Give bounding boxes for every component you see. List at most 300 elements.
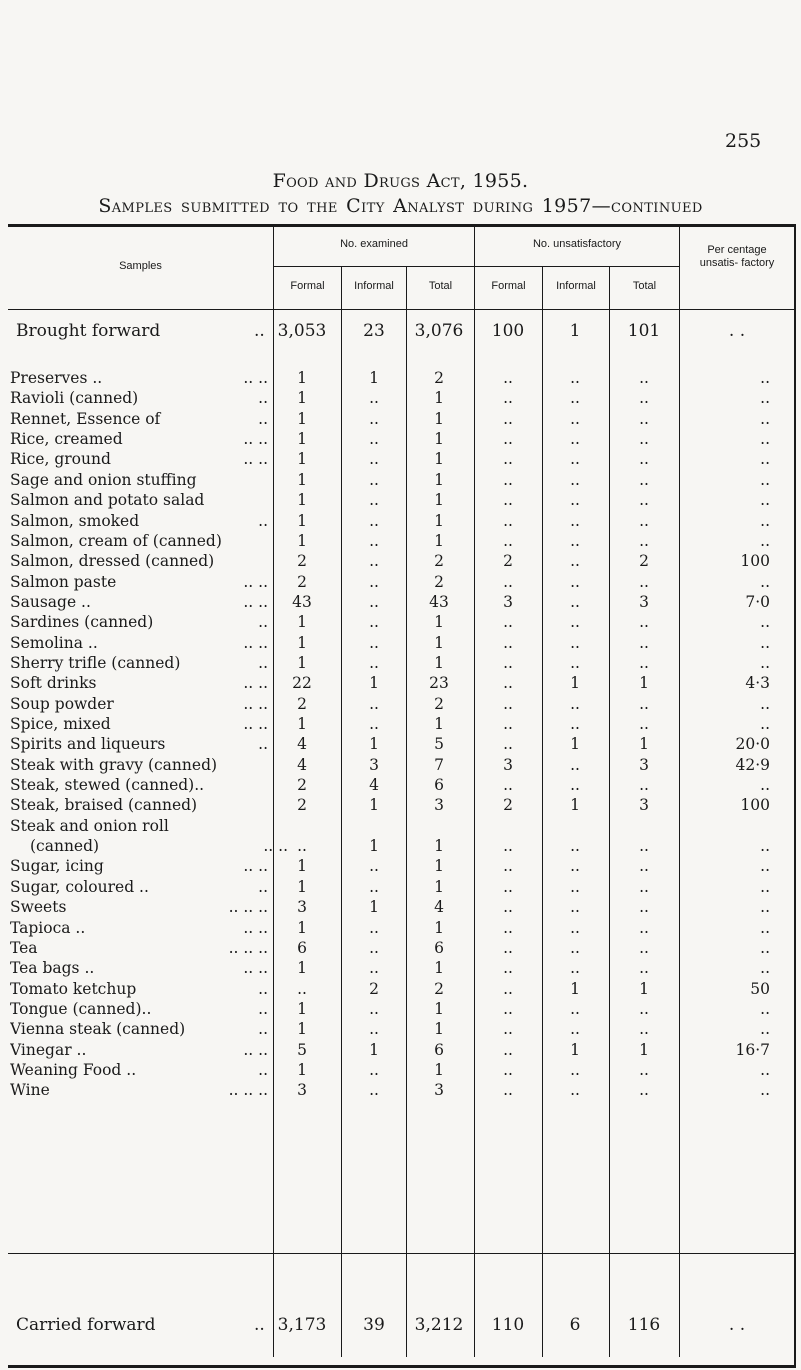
cell-unsat-formal: .. — [503, 1040, 513, 1059]
cell-formal: 1 — [297, 653, 307, 672]
header-total-unsatisfactory: Total — [632, 280, 657, 292]
cell-informal: 1 — [369, 674, 379, 693]
cell-informal: 1 — [369, 1040, 379, 1059]
row-leader-dots: .. .. — [243, 857, 268, 876]
brought-forward-unsat-informal: 1 — [569, 321, 581, 341]
row-leader-dots: .. — [258, 613, 268, 632]
row-label — [10, 857, 272, 875]
subheader-rule-unsatisfactory — [474, 266, 680, 267]
cell-unsat-formal: .. — [503, 857, 513, 876]
row-label-text: Salmon, dressed (canned) — [10, 552, 215, 571]
cell-unsat-total: .. — [639, 450, 649, 469]
cell-percentage: .. — [760, 898, 770, 917]
cell-total: 1 — [434, 491, 444, 510]
row-leader-dots: .. .. — [243, 592, 268, 611]
cell-unsat-formal: .. — [503, 674, 513, 693]
table-row — [8, 593, 796, 613]
table-row — [8, 1000, 796, 1020]
row-label — [30, 837, 292, 855]
cell-unsat-total: .. — [639, 715, 649, 733]
cell-unsat-formal: 3 — [503, 592, 513, 611]
table-row — [8, 857, 796, 877]
cell-unsat-total: .. — [639, 1060, 649, 1079]
cell-formal: 1 — [297, 715, 307, 733]
cell-total: 6 — [434, 938, 444, 957]
table-row — [8, 552, 796, 572]
row-label-text: Weaning Food .. — [10, 1060, 137, 1079]
row-label — [10, 776, 272, 794]
cell-unsat-informal: .. — [570, 369, 580, 387]
carried-forward-formal: 3,173 — [277, 1315, 327, 1335]
cell-percentage: .. — [760, 613, 770, 632]
cell-formal: 6 — [297, 938, 307, 957]
table-row — [8, 512, 796, 532]
table-title-main: Samples submitted to the City Analyst during 1957 — [98, 195, 592, 217]
row-label — [10, 634, 272, 652]
cell-unsat-informal: 1 — [570, 979, 580, 998]
row-label-text: Sardines (canned) — [10, 613, 154, 632]
cell-informal: 4 — [369, 776, 379, 794]
cell-percentage: .. — [760, 470, 770, 489]
cell-total: 1 — [434, 613, 444, 632]
cell-unsat-informal: 1 — [570, 674, 580, 693]
cell-percentage: 4·3 — [745, 674, 770, 693]
row-label-text: Vinegar .. — [10, 1040, 87, 1059]
cell-total: 1 — [434, 1060, 444, 1079]
row-label-text: Salmon, cream of (canned) — [10, 531, 222, 550]
cell-unsat-total: .. — [639, 1020, 649, 1039]
cell-formal: 1 — [297, 959, 307, 978]
cell-unsat-total: .. — [639, 653, 649, 672]
cell-informal: .. — [369, 531, 379, 550]
cell-unsat-informal: .. — [570, 409, 580, 428]
cell-informal: .. — [369, 918, 379, 937]
cell-unsat-total: .. — [639, 938, 649, 957]
header-no-unsatisfactory: No. unsatisfactory — [532, 238, 622, 250]
brought-forward-formal: 3,053 — [277, 321, 327, 341]
table-row — [8, 430, 796, 450]
row-label-text: Tapioca .. — [10, 918, 86, 937]
row-label — [10, 573, 272, 591]
header-formal-unsatisfactory: Formal — [491, 280, 526, 292]
cell-unsat-formal: .. — [503, 735, 513, 754]
cell-total: 1 — [434, 959, 444, 978]
cell-formal: 3 — [297, 1081, 307, 1100]
cell-unsat-informal: .. — [570, 491, 580, 510]
cell-percentage: .. — [760, 1020, 770, 1039]
row-label — [10, 450, 272, 468]
cell-unsat-formal: .. — [503, 430, 513, 449]
cell-percentage: 20·0 — [735, 735, 770, 754]
cell-formal: 1 — [297, 511, 307, 530]
cell-total: 1 — [434, 430, 444, 449]
cell-unsat-informal: .. — [570, 999, 580, 1018]
cell-informal: .. — [369, 1060, 379, 1079]
header-no-examined: No. examined — [340, 238, 408, 250]
row-label — [10, 939, 272, 957]
cell-unsat-total: .. — [639, 613, 649, 632]
table-row — [8, 776, 796, 796]
cell-unsat-formal: .. — [503, 1020, 513, 1039]
cell-percentage: .. — [760, 409, 770, 428]
table-row — [8, 491, 796, 511]
cell-informal: .. — [369, 877, 379, 896]
cell-formal: 3 — [297, 898, 307, 917]
header-formal-examined: Formal — [290, 280, 325, 292]
carried-forward-row — [8, 1315, 796, 1335]
row-label — [10, 410, 272, 428]
table-row — [8, 735, 796, 755]
row-label-text: Tea — [10, 938, 38, 957]
row-label — [10, 552, 272, 570]
row-leader-dots: .. .. .. — [228, 938, 268, 957]
row-label — [10, 1061, 272, 1079]
cell-percentage: .. — [760, 1060, 770, 1079]
cell-unsat-informal: .. — [570, 531, 580, 550]
row-label — [10, 898, 272, 916]
cell-unsat-total: 2 — [639, 552, 649, 571]
row-label-text: Steak, braised (canned) — [10, 796, 198, 815]
cell-unsat-informal: .. — [570, 430, 580, 449]
table-row — [8, 573, 796, 593]
row-leader-dots: .. — [258, 735, 268, 754]
cell-unsat-formal: 2 — [503, 552, 513, 571]
brought-forward-text: Brought forward — [16, 321, 161, 341]
cell-percentage: .. — [760, 491, 770, 510]
cell-total: 6 — [434, 776, 444, 794]
cell-formal: 1 — [297, 409, 307, 428]
cell-unsat-formal: .. — [503, 898, 513, 917]
row-label — [10, 735, 272, 753]
row-label-text: Tea bags .. — [10, 959, 95, 978]
cell-informal: .. — [369, 715, 379, 733]
cell-unsat-total: .. — [639, 531, 649, 550]
cell-unsat-total: 3 — [639, 796, 649, 815]
cell-formal: 2 — [297, 796, 307, 815]
cell-formal: 1 — [297, 430, 307, 449]
cell-informal: .. — [369, 1020, 379, 1039]
brought-forward-dots: .. — [254, 321, 265, 341]
table-row — [8, 1020, 796, 1040]
row-leader-dots: .. .. — [243, 572, 268, 591]
cell-unsat-formal: .. — [503, 776, 513, 794]
cell-unsat-informal: .. — [570, 653, 580, 672]
cell-unsat-informal: .. — [570, 1060, 580, 1079]
row-label — [10, 756, 272, 774]
table-row — [8, 756, 796, 776]
cell-percentage: 50 — [750, 979, 770, 998]
row-label-text: Wine — [10, 1081, 50, 1100]
table-row — [8, 1041, 796, 1061]
row-leader-dots: .. — [258, 999, 268, 1018]
row-leader-dots: .. — [258, 409, 268, 428]
cell-unsat-total: .. — [639, 694, 649, 713]
cell-total: 1 — [434, 837, 444, 855]
cell-unsat-formal: .. — [503, 715, 513, 733]
cell-unsat-formal: .. — [503, 409, 513, 428]
cell-unsat-informal: .. — [570, 877, 580, 896]
document-title: Food and Drugs Act, 1955. — [272, 170, 529, 192]
cell-percentage: .. — [760, 999, 770, 1018]
row-leader-dots: .. .. — [243, 1040, 268, 1059]
cell-percentage: .. — [760, 776, 770, 794]
row-leader-dots: .. .. .. — [228, 1081, 268, 1100]
cell-informal: .. — [369, 511, 379, 530]
cell-unsat-formal: .. — [503, 999, 513, 1018]
row-label — [10, 959, 272, 977]
cell-total: 1 — [434, 877, 444, 896]
cell-unsat-formal: .. — [503, 979, 513, 998]
cell-informal: .. — [369, 450, 379, 469]
table-row — [8, 817, 796, 837]
row-label-text: Steak with gravy (canned) — [10, 755, 218, 774]
cell-total: 1 — [434, 531, 444, 550]
cell-total: 2 — [434, 979, 444, 998]
cell-unsat-informal: .. — [570, 776, 580, 794]
row-label — [10, 593, 272, 611]
cell-unsat-total: .. — [639, 857, 649, 876]
cell-unsat-formal: .. — [503, 450, 513, 469]
row-label — [10, 389, 272, 407]
row-label — [10, 369, 272, 387]
cell-unsat-informal: .. — [570, 470, 580, 489]
table-title — [0, 195, 801, 217]
cell-unsat-formal: .. — [503, 633, 513, 652]
row-label — [10, 532, 272, 550]
row-label — [10, 512, 272, 530]
cell-unsat-total: .. — [639, 918, 649, 937]
row-leader-dots: .. .. .. — [228, 898, 268, 917]
header-informal-unsatisfactory: Informal — [556, 280, 596, 292]
cell-informal: 2 — [369, 979, 379, 998]
cell-formal: 1 — [297, 633, 307, 652]
carried-forward-dots: .. — [254, 1315, 265, 1335]
row-leader-dots: .. .. — [243, 450, 268, 469]
cell-unsat-total: 1 — [639, 979, 649, 998]
cell-formal: 1 — [297, 369, 307, 387]
row-label-text: Salmon paste — [10, 572, 117, 591]
cell-unsat-formal: .. — [503, 837, 513, 855]
cell-formal: 1 — [297, 1020, 307, 1039]
cell-formal: 1 — [297, 389, 307, 408]
row-leader-dots: .. .. — [243, 430, 268, 449]
cell-unsat-formal: .. — [503, 653, 513, 672]
brought-forward-percentage: . . — [728, 321, 746, 341]
cell-unsat-formal: .. — [503, 470, 513, 489]
row-leader-dots: .. .. — [243, 674, 268, 693]
row-label-text: Sherry trifle (canned) — [10, 653, 181, 672]
cell-total: 1 — [434, 1020, 444, 1039]
row-label — [10, 796, 272, 814]
cell-unsat-formal: .. — [503, 613, 513, 632]
table-row — [8, 939, 796, 959]
header-percentage: Per centage unsatis- factory — [699, 244, 775, 269]
row-leader-dots: .. .. — [263, 837, 288, 855]
cell-unsat-formal: .. — [503, 1060, 513, 1079]
cell-unsat-total: .. — [639, 389, 649, 408]
cell-percentage: .. — [760, 938, 770, 957]
cell-percentage: 100 — [740, 552, 770, 571]
row-label-text: Salmon, smoked — [10, 511, 140, 530]
row-label-text: Spirits and liqueurs — [10, 735, 166, 754]
row-leader-dots: .. .. — [243, 715, 268, 733]
cell-unsat-total: 1 — [639, 735, 649, 754]
row-label — [10, 471, 272, 489]
brought-forward-total: 3,076 — [414, 321, 464, 341]
row-label — [10, 654, 272, 672]
cell-percentage: 100 — [740, 796, 770, 815]
table-row — [8, 959, 796, 979]
cell-percentage: .. — [760, 1081, 770, 1100]
cell-formal: 4 — [297, 735, 307, 754]
row-leader-dots: .. — [258, 1020, 268, 1039]
cell-percentage: .. — [760, 369, 770, 387]
row-label-text: Rice, creamed — [10, 430, 123, 449]
cell-formal: 2 — [297, 572, 307, 591]
cell-informal: .. — [369, 470, 379, 489]
row-label — [10, 674, 272, 692]
cell-unsat-total: .. — [639, 430, 649, 449]
cell-total: 7 — [434, 755, 444, 774]
row-label — [10, 817, 272, 835]
brought-forward-label — [16, 321, 278, 341]
cell-unsat-informal: 1 — [570, 1040, 580, 1059]
cell-unsat-total: .. — [639, 369, 649, 387]
carried-forward-percentage: . . — [728, 1315, 746, 1335]
brought-forward-row — [8, 321, 796, 341]
cell-unsat-formal: .. — [503, 877, 513, 896]
cell-formal: 2 — [297, 552, 307, 571]
cell-unsat-formal: .. — [503, 918, 513, 937]
cell-total: 43 — [429, 592, 449, 611]
row-label-text: Salmon and potato salad — [10, 491, 205, 510]
row-label — [10, 430, 272, 448]
cell-total: 1 — [434, 653, 444, 672]
cell-total: 1 — [434, 633, 444, 652]
cell-unsat-formal: .. — [503, 491, 513, 510]
cell-unsat-informal: .. — [570, 959, 580, 978]
row-label-text: Soft drinks — [10, 674, 97, 693]
cell-formal: 1 — [297, 857, 307, 876]
cell-unsat-informal: .. — [570, 450, 580, 469]
row-leader-dots: .. — [258, 1060, 268, 1079]
row-leader-dots: .. .. — [243, 959, 268, 978]
cell-unsat-formal: .. — [503, 694, 513, 713]
cell-total: 1 — [434, 409, 444, 428]
brought-forward-unsat-total: 101 — [627, 321, 661, 341]
cell-formal: 43 — [292, 592, 312, 611]
cell-total: 3 — [434, 796, 444, 815]
samples-table — [8, 224, 796, 1366]
cell-total: 1 — [434, 511, 444, 530]
table-row — [8, 654, 796, 674]
row-label — [10, 919, 272, 937]
cell-unsat-total: .. — [639, 898, 649, 917]
row-leader-dots: .. — [258, 877, 268, 896]
cell-percentage: .. — [760, 959, 770, 978]
carried-forward-informal: 39 — [363, 1315, 385, 1335]
cell-total: 4 — [434, 898, 444, 917]
cell-formal: 1 — [297, 491, 307, 510]
cell-unsat-formal: .. — [503, 511, 513, 530]
cell-total: 2 — [434, 369, 444, 387]
bottom-rule — [8, 1365, 796, 1368]
row-label-text: Rennet, Essence of — [10, 409, 161, 428]
header-samples: Samples — [119, 260, 162, 272]
table-row — [8, 471, 796, 491]
cell-unsat-formal: .. — [503, 369, 513, 387]
cell-unsat-total: .. — [639, 572, 649, 591]
cell-informal: 1 — [369, 369, 379, 387]
cell-total: 5 — [434, 735, 444, 754]
cell-total: 3 — [434, 1081, 444, 1100]
cell-informal: .. — [369, 857, 379, 876]
cell-unsat-informal: 1 — [570, 735, 580, 754]
carried-forward-unsat-formal: 110 — [491, 1315, 525, 1335]
cell-percentage: .. — [760, 430, 770, 449]
cell-informal: 1 — [369, 837, 379, 855]
table-row — [8, 837, 796, 857]
cell-unsat-formal: 3 — [503, 755, 513, 774]
cell-unsat-informal: .. — [570, 898, 580, 917]
cell-unsat-formal: .. — [503, 1081, 513, 1100]
row-label — [10, 715, 272, 733]
cell-percentage: 7·0 — [745, 592, 770, 611]
cell-unsat-total: .. — [639, 470, 649, 489]
cell-formal: 22 — [292, 674, 312, 693]
cell-unsat-informal: .. — [570, 857, 580, 876]
cell-total: 1 — [434, 715, 444, 733]
table-row — [8, 634, 796, 654]
cell-unsat-total: .. — [639, 776, 649, 794]
cell-informal: .. — [369, 491, 379, 510]
table-row — [8, 715, 796, 735]
row-label — [10, 1041, 272, 1059]
cell-percentage: .. — [760, 389, 770, 408]
row-label-text: Steak and onion roll — [10, 816, 169, 835]
cell-total: 2 — [434, 572, 444, 591]
cell-unsat-informal: .. — [570, 938, 580, 957]
cell-informal: 1 — [369, 735, 379, 754]
cell-informal: .. — [369, 572, 379, 591]
cell-unsat-formal: .. — [503, 959, 513, 978]
header-informal-examined: Informal — [354, 280, 394, 292]
row-label-text: Sage and onion stuffing — [10, 470, 197, 489]
cell-unsat-informal: .. — [570, 1020, 580, 1039]
cell-unsat-formal: 2 — [503, 796, 513, 815]
cell-unsat-informal: 1 — [570, 796, 580, 815]
row-label-text: Semolina .. — [10, 633, 98, 652]
cell-total: 1 — [434, 470, 444, 489]
cell-formal: 1 — [297, 613, 307, 632]
cell-formal: 1 — [297, 531, 307, 550]
row-label — [10, 695, 272, 713]
cell-informal: .. — [369, 613, 379, 632]
row-leader-dots: .. — [258, 653, 268, 672]
cell-unsat-informal: .. — [570, 918, 580, 937]
cell-total: 2 — [434, 552, 444, 571]
cell-formal: .. — [297, 979, 307, 998]
cell-unsat-informal: .. — [570, 715, 580, 733]
table-row — [8, 613, 796, 633]
cell-unsat-informal: .. — [570, 592, 580, 611]
row-leader-dots: .. .. — [243, 694, 268, 713]
cell-unsat-total: .. — [639, 959, 649, 978]
row-label-text: Steak, stewed (canned).. — [10, 776, 205, 794]
cell-total: 1 — [434, 999, 444, 1018]
table-row — [8, 674, 796, 694]
cell-formal: 2 — [297, 694, 307, 713]
